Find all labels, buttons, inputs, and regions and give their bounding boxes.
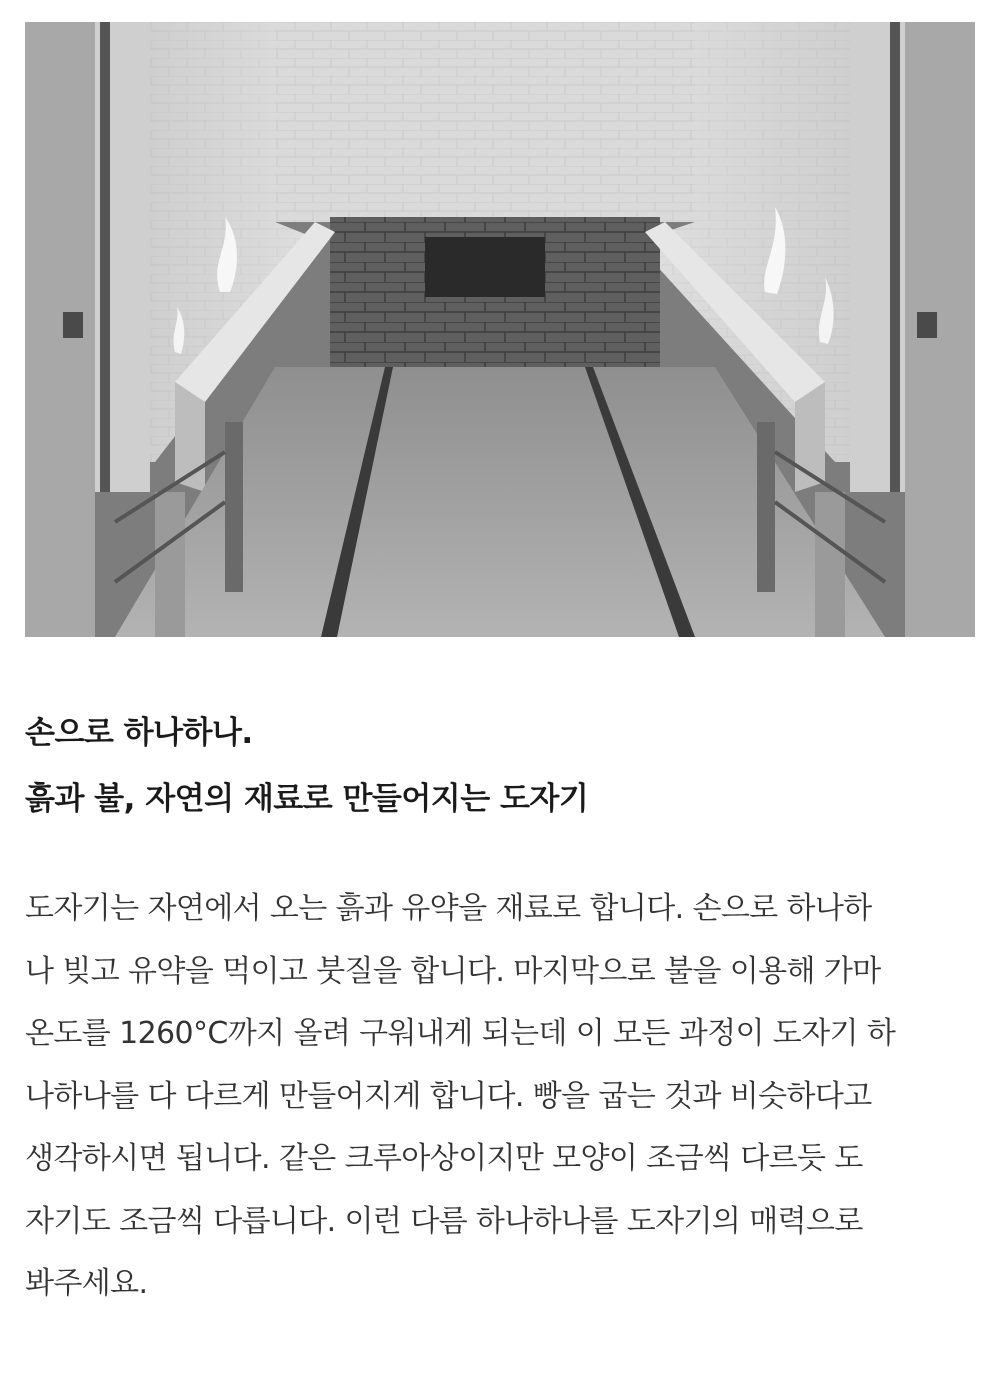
body-line: 생각하시면 됩니다. 같은 크루아상이지만 모양이 조금씩 다르듯 도 xyxy=(25,1141,863,1176)
body-line: 나 빚고 유약을 먹이고 붓질을 합니다. 마지막으로 불을 이용해 가마 xyxy=(25,953,881,989)
body-paragraph xyxy=(25,878,975,1316)
body-line: 나하나를 다 다르게 만들어지게 합니다. 빵을 굽는 것과 비슷하다고 xyxy=(25,1078,872,1114)
body-line: 자기도 조금씩 다릅니다. 이런 다름 하나하나를 도자기의 매력으로 xyxy=(25,1203,863,1239)
body-line: 온도를 1260°C까지 올려 구워내게 되는데 이 모든 과정이 도자기 하 xyxy=(25,1016,896,1051)
heading-line-1: 손으로 하나하나. xyxy=(25,715,253,751)
body-line: 도자기는 자연에서 오는 흙과 유약을 재료로 합니다. 손으로 하나하 xyxy=(25,891,872,926)
kiln-photo-illustration xyxy=(25,22,975,637)
section-heading xyxy=(25,700,975,832)
heading-line-2: 흙과 불, 자연의 재료로 만들어지는 도자기 xyxy=(25,781,589,817)
body-line: 봐주세요. xyxy=(25,1266,148,1301)
kiln-photo xyxy=(25,22,975,637)
